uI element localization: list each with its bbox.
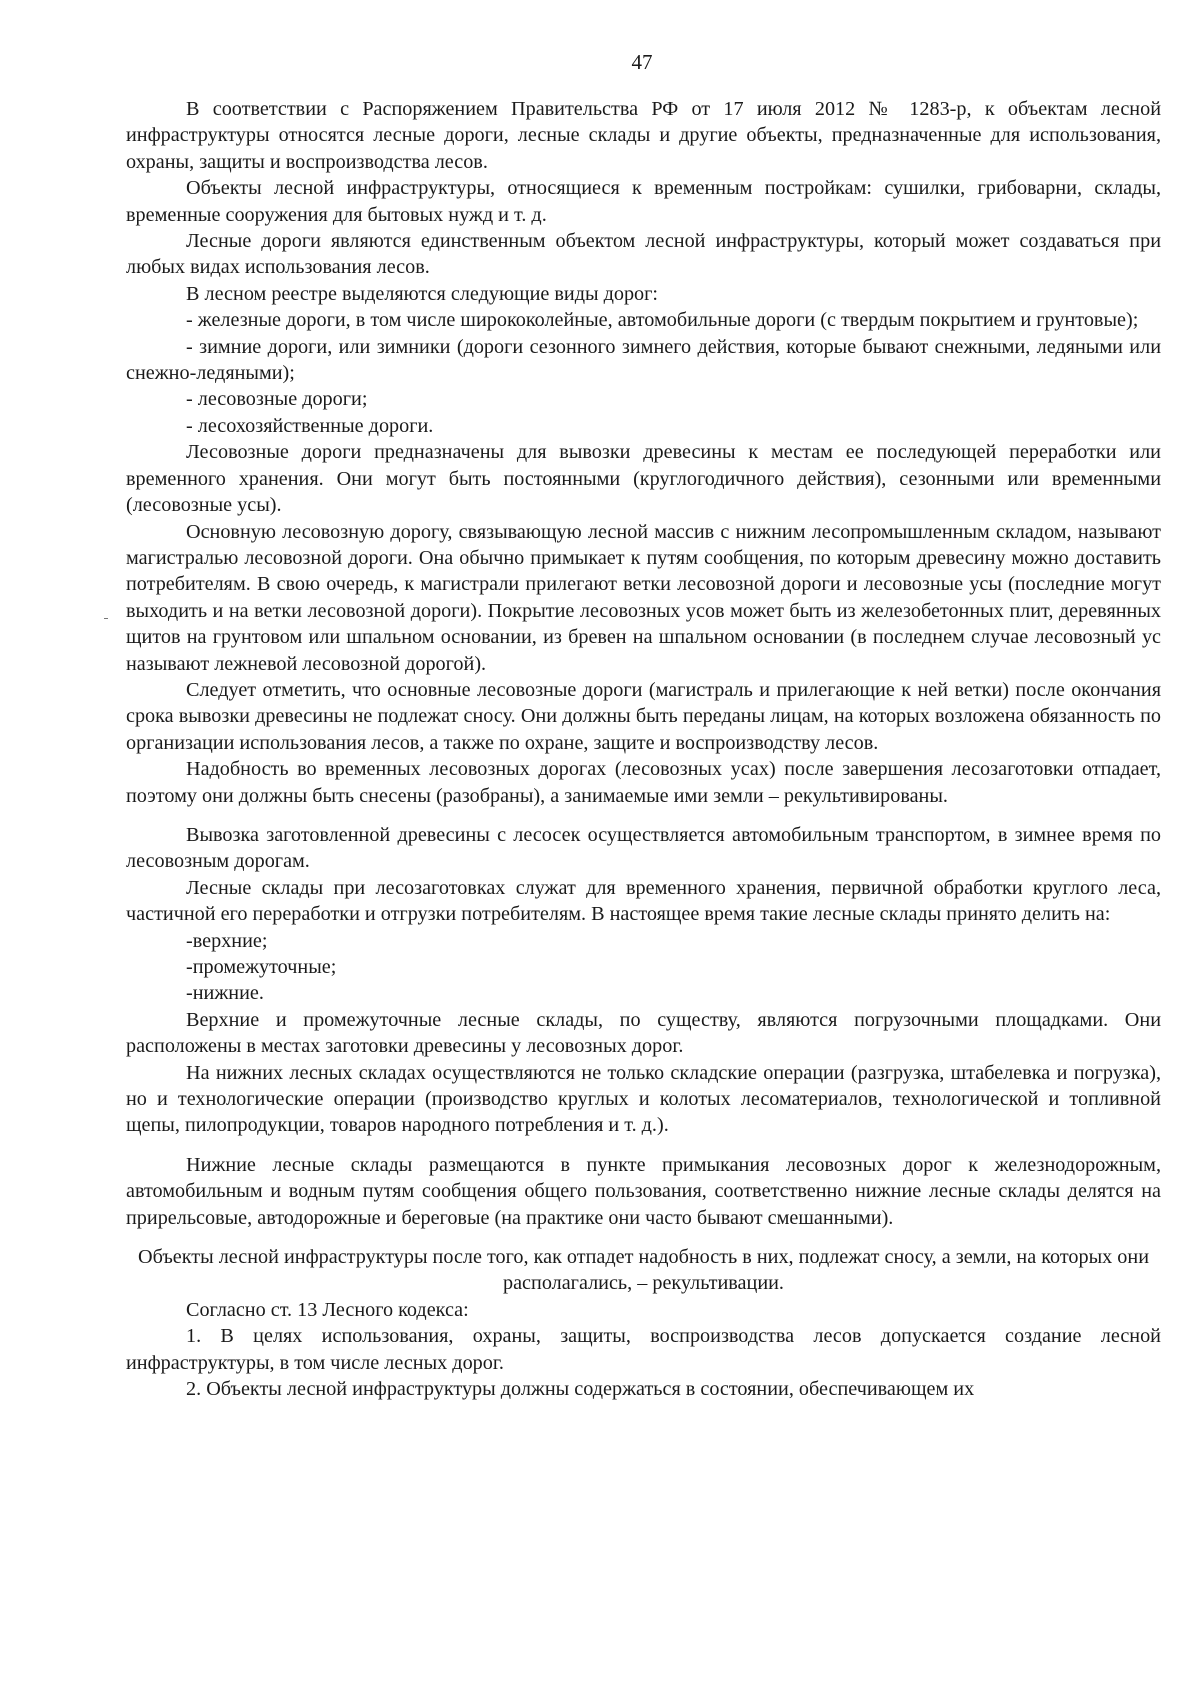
- paragraph: Надобность во временных лесовозных дорогах (лесовозных усах) после завершения лесозаготовки отпадает, поэтому они должны быть снесены (разобраны), а занимаемые ими земли – рекультивированы.: [126, 758, 1161, 807]
- paragraph: Следует отметить, что основные лесовозные дороги (магистраль и прилегающие к ней ветки) после окончания срока вывозки древесины не подлежат сносу. Они должны быть переданы лицам, на которых возложена обязанность по организации использования лесов, а также по охране, защите и воспроизводству лесов.: [126, 678, 1161, 754]
- paragraph: В лесном реестре выделяются следующие виды дорог:: [186, 282, 659, 305]
- body-text: [126, 96, 1161, 1403]
- list-item: 1. В целях использования, охраны, защиты, воспроизводства лесов допускается создание лесной инфраструктуры, в том числе лесных дорог.: [126, 1325, 1161, 1374]
- paragraph: Верхние и промежуточные лесные склады, по существу, являются погрузочными площадками. Они расположены в местах заготовки древесины у лесовозных дорог.: [126, 1008, 1161, 1058]
- paragraph: Лесные склады при лесозаготовках служат для временного хранения, первичной обработки круглого леса, частичной его переработки и отгрузки потребителям. В настоящее время такие лесные склады принято делить на:: [126, 876, 1161, 926]
- list-item: -промежуточные;: [186, 956, 337, 978]
- paragraph: Основную лесовозную дорогу, связывающую лесной массив с нижним лесопромышленным складом, называют магистралью лесовозной дороги. Она обычно примыкает к путям сообщения, по которым древесину можно доставить потребителям. В свою очередь, к магистрали прилегают ветки лесовозной дороги и лесовозные усы (последние могут выходить и на ветки лесовозной дороги). Покрытие лесовозных усов может быть из железобетонных плит, деревянных щитов на грунтовом или шпальном основании, из бревен на шпальном основании (в последнем случае лесовозный ус называют лежневой лесовозной дорогой).: [126, 520, 1161, 675]
- page-number: 47: [631, 50, 653, 74]
- paragraph: Вывозка заготовленной древесины с лесосек осуществляется автомобильным транспортом, в зимнее время по лесовозным дорогам.: [126, 823, 1161, 873]
- paragraph: В соответствии с Распоряжением Правительства РФ от 17 июля 2012 № 1283-р, к объектам лесной инфраструктуры относятся лесные дороги, лесные склады и другие объекты, предназначенные для использования, охраны, защиты и воспроизводства лесов.: [126, 98, 1161, 173]
- paragraph: Лесовозные дороги предназначены для вывозки древесины к местам ее последующей переработки или временного хранения. Они могут быть постоянными (круглогодичного действия), сезонными или временными (лесовозные усы).: [126, 441, 1161, 517]
- list-item: - зимние дороги, или зимники (дороги сезонного зимнего действия, которые бывают снежными, ледяными или снежно-ледяными);: [126, 335, 1161, 385]
- paragraph: Согласно ст. 13 Лесного кодекса:: [186, 1298, 469, 1321]
- paragraph: Нижние лесные склады размещаются в пункте примыкания лесовозных дорог к железнодорожным, автомобильным и водным путям сообщения общего пользования, соответственно нижние лесные склады делятся на прирельсовые, автодорожные и береговые (на практике они часто бывают смешанными).: [126, 1153, 1161, 1229]
- paragraph: На нижних лесных складах осуществляются не только складские операции (разгрузка, штабелевка и погрузка), но и технологические операции (производство круглых и колотых лесоматериалов, технологической и топливной щепы, пилопродукции, товаров народного потребления и т. д.).: [126, 1061, 1161, 1137]
- list-item: 2. Объекты лесной инфраструктуры должны содержаться в состоянии, обеспечивающем их: [186, 1378, 975, 1401]
- list-item: -верхние;: [186, 929, 268, 952]
- paragraph: Объекты лесной инфраструктуры, относящиеся к временным постройкам: сушилки, грибоварни, склады, временные сооружения для бытовых нужд и т. д.: [126, 177, 1161, 226]
- centered-paragraph: Объекты лесной инфраструктуры после того, как отпадет надобность в них, подлежат сносу, а земли, на которых они располагались, – рекультивации.: [138, 1246, 1149, 1295]
- scan-artifact-mark: [104, 618, 108, 619]
- list-item: - лесохозяйственные дороги.: [186, 414, 434, 437]
- list-item: -нижние.: [186, 982, 264, 1005]
- list-item: - лесовозные дороги;: [186, 388, 368, 411]
- list-item: - железные дороги, в том числе ширококолейные, автомобильные дороги (с твердым покрытием и грунтовые);: [186, 309, 1139, 332]
- paragraph: Лесные дороги являются единственным объектом лесной инфраструктуры, который может создаваться при любых видах использования лесов.: [126, 230, 1161, 279]
